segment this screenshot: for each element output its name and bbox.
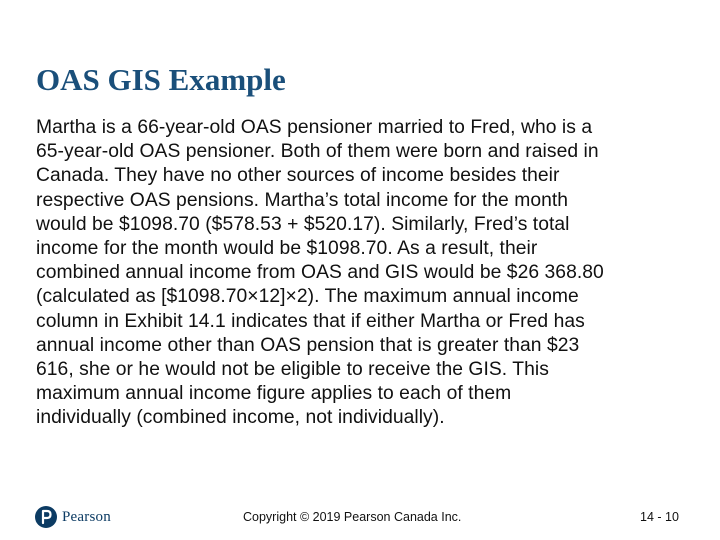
page-number: 14 - 10 [640,510,679,524]
body-line: combined annual income from OAS and GIS would be $26 368.80 [36,262,604,284]
body-line: 65-year-old OAS pensioner. Both of them were born and raised in [36,141,599,163]
pearson-logo-icon [35,506,57,528]
body-line: maximum annual income figure applies to each of them [36,383,512,405]
body-line: Canada. They have no other sources of income besides their [36,165,560,187]
body-line: income for the month would be $1098.70. As a result, their [36,238,538,260]
body-line: Martha is a 66-year-old OAS pensioner married to Fred, who is a [36,117,593,138]
copyright-notice: Copyright © 2019 Pearson Canada Inc. [243,510,462,524]
body-line: (calculated as [$1098.70×12]×2). The maximum annual income [36,286,579,308]
slide-title: OAS GIS Example [36,62,286,97]
body-line: individually (combined income, not individually). [36,407,445,429]
pearson-logo-text: Pearson [62,508,111,525]
slide-body-text [36,116,686,431]
pearson-logo [35,506,111,528]
body-line: 616, she or he would not be eligible to receive the GIS. This [36,359,549,381]
body-line: would be $1098.70 ($578.53 + $520.17). Similarly, Fred’s total [36,213,570,235]
body-line: annual income other than OAS pension that is greater than $23 [36,334,580,356]
body-line: respective OAS pensions. Martha’s total income for the month [36,189,569,211]
body-line: column in Exhibit 14.1 indicates that if either Martha or Fred has [36,310,585,332]
